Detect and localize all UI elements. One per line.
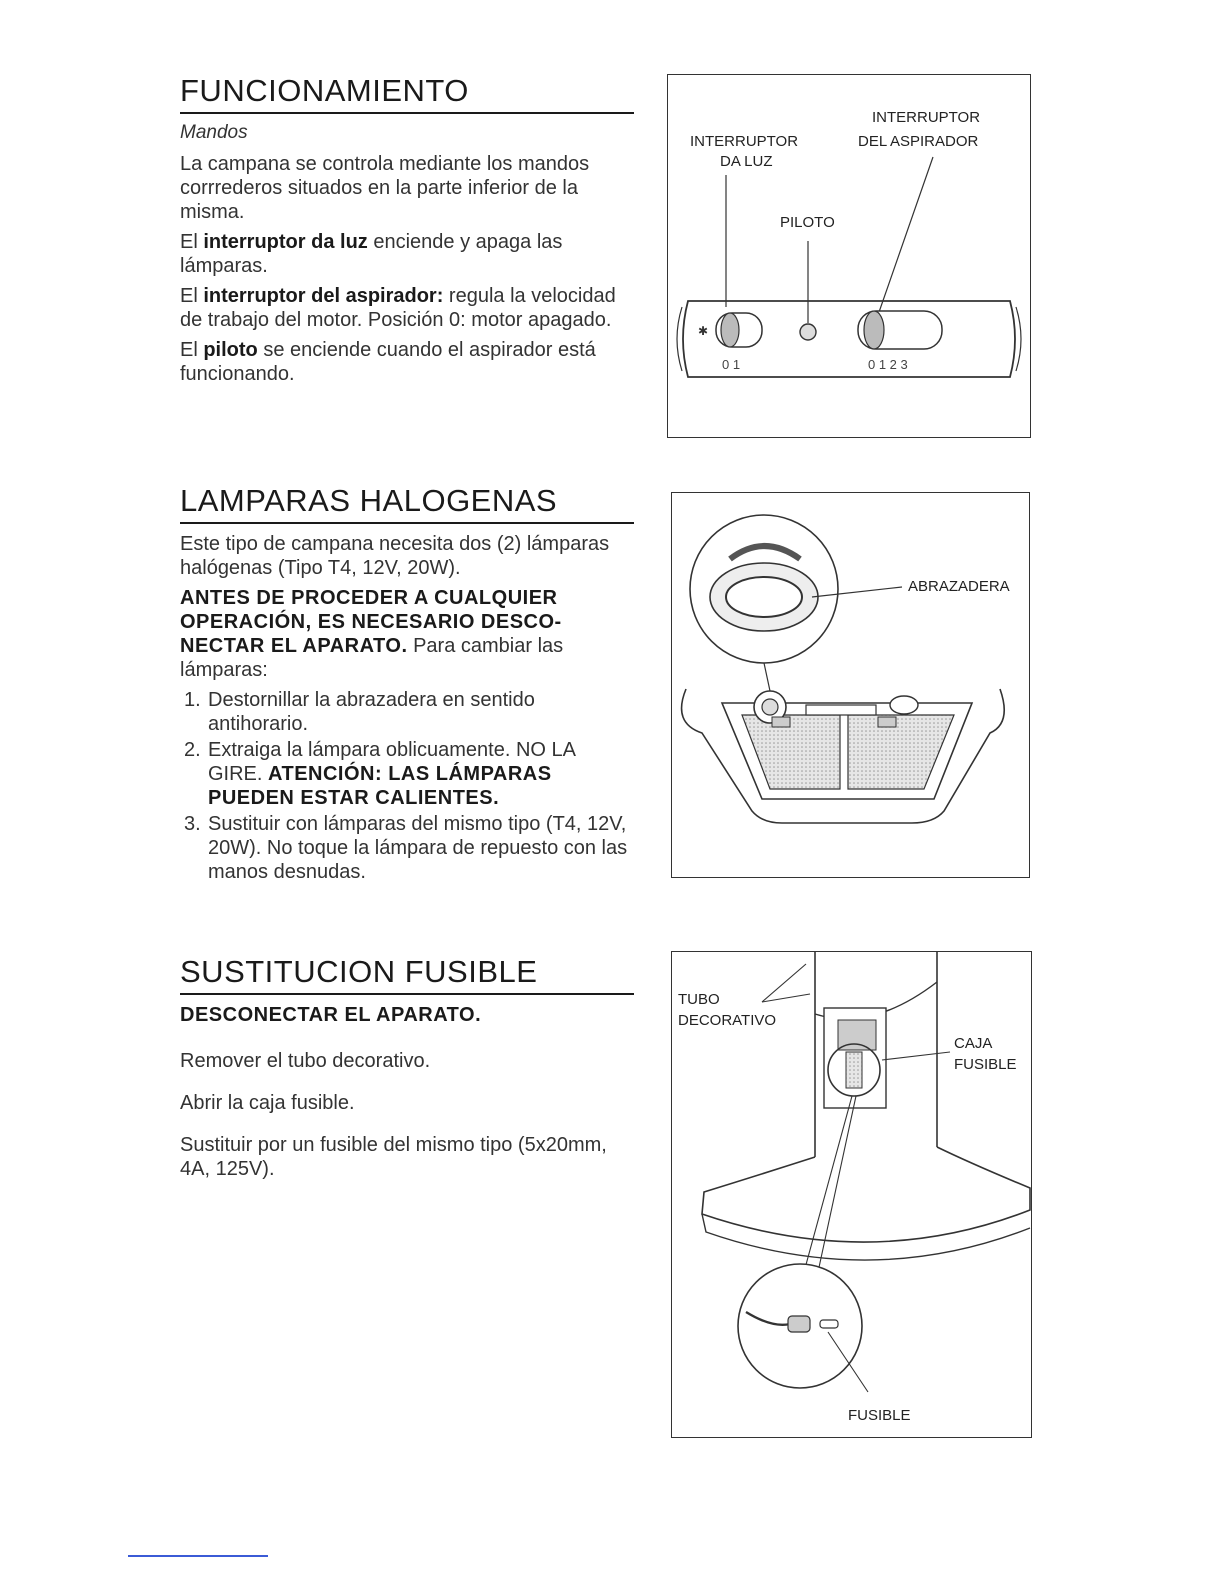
list-item: 3. Sustituir con lámparas del mismo tipo (T4, 12V, 20W). No toque la lámpara de repuesto con las manos desnudas. — [184, 813, 628, 883]
label-caja: CAJA — [954, 1035, 993, 1052]
label-da-luz: DA LUZ — [720, 153, 773, 170]
section-funcionamiento — [180, 74, 634, 392]
list-item: 1. Destornillar la abrazadera en sentido antihorario. — [184, 689, 535, 735]
section-title: FUNCIONAMIENTO — [180, 74, 634, 114]
warning-text: DESCONECTAR EL APARATO. — [180, 1004, 482, 1026]
svg-text:✱: ✱ — [698, 324, 709, 338]
label-interruptor-luz: INTERRUPTOR — [690, 133, 799, 150]
paragraph: El piloto se enciende cuando el aspirador está funcionando. — [180, 339, 596, 385]
label-caja-fusible: FUSIBLE — [954, 1056, 1017, 1073]
warning-paragraph: ANTES DE PROCEDER A CUALQUIER OPERACIÓN, ES NECESARIO DESCO-NECTAR EL APARATO. Para cambiar las lámparas: — [180, 587, 564, 681]
paragraph: El interruptor del aspirador: regula la velocidad de trabajo del motor. Posición 0: motor apagado. — [180, 285, 616, 331]
label-fusible: FUSIBLE — [848, 1407, 911, 1424]
controls-illustration — [668, 75, 1030, 437]
scale-aspirador: 0 1 2 3 — [868, 357, 908, 372]
paragraph: Abrir la caja fusible. — [180, 1092, 355, 1114]
list-item: 2. Extraiga la lámpara oblicuamente. NO LA GIRE. ATENCIÓN: LAS LÁMPARAS PUEDEN ESTAR CALIENTES. — [184, 739, 575, 809]
label-decorativo: DECORATIVO — [678, 1012, 777, 1029]
paragraph: Este tipo de campana necesita dos (2) lámparas halógenas (Tipo T4, 12V, 20W). — [180, 533, 610, 579]
footer-rule — [128, 1555, 268, 1557]
paragraph: El interruptor da luz enciende y apaga las lámparas. — [180, 231, 563, 277]
scale-luz: 0 1 — [722, 357, 741, 372]
label-del-aspirador: DEL ASPIRADOR — [858, 133, 979, 150]
paragraph: Remover el tubo decorativo. — [180, 1050, 431, 1072]
section-title: LAMPARAS HALOGENAS — [180, 484, 634, 524]
section-lamparas — [180, 484, 634, 886]
lamp-illustration — [672, 493, 1029, 877]
paragraph: Sustituir por un fusible del mismo tipo (5x20mm, 4A, 125V). — [180, 1134, 607, 1180]
paragraph: La campana se controla mediante los mandos corrrederos situados en la parte inferior de la misma. — [180, 153, 590, 223]
fuse-illustration — [672, 952, 1031, 1437]
figure-controls — [667, 74, 1031, 438]
figure-fuse — [671, 951, 1032, 1438]
label-piloto: PILOTO — [780, 214, 835, 231]
section-fusible — [180, 955, 634, 1187]
label-tubo: TUBO — [678, 991, 720, 1008]
figure-lamp — [671, 492, 1030, 878]
label-abrazadera: ABRAZADERA — [908, 578, 1010, 595]
steps-list — [180, 688, 634, 884]
section-title: SUSTITUCION FUSIBLE — [180, 955, 634, 995]
label-interruptor-aspirador: INTERRUPTOR — [872, 109, 981, 126]
section-subtitle: Mandos — [180, 122, 248, 143]
